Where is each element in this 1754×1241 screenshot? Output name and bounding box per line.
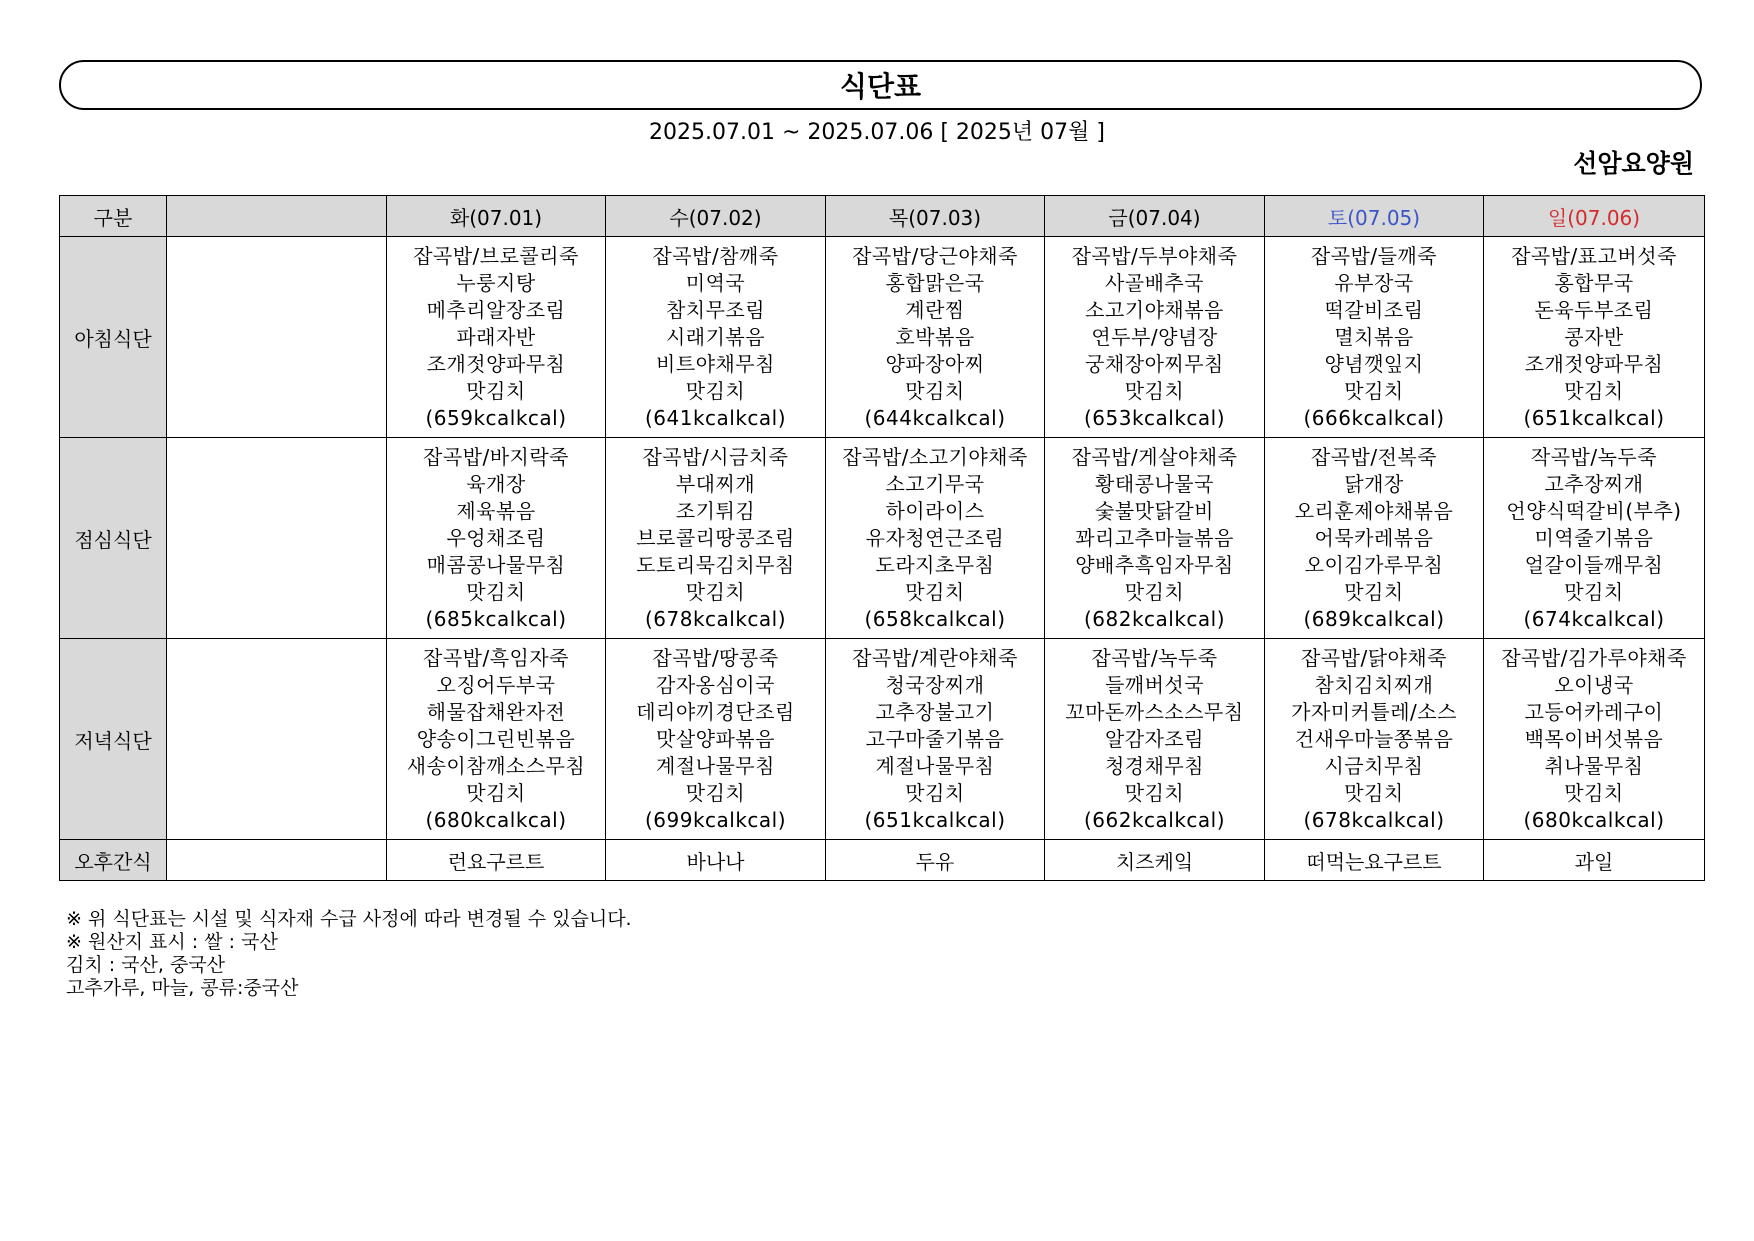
meal-cell: [1045, 639, 1265, 840]
menu-item: 하이라이스: [885, 498, 985, 523]
menu-item: 부대찌개: [675, 471, 756, 496]
meal-label: 저녁식단: [60, 639, 167, 840]
menu-item: 맛김치: [1564, 579, 1624, 604]
menu-item: 홍합맑은국: [885, 270, 985, 295]
menu-item: 잡곡밥/당근야채죽: [852, 243, 1018, 268]
meal-cell: [1045, 438, 1265, 639]
menu-item: 데리야끼경단조림: [636, 699, 795, 724]
menu-item: 맛김치: [1344, 378, 1404, 403]
menu-item: 양송이그린빈볶음: [416, 726, 576, 751]
meal-cell: [1265, 237, 1484, 438]
menu-item: 잡곡밥/흑임자죽: [423, 645, 569, 670]
menu-item: 소고기무국: [885, 471, 985, 496]
menu-item: (644kcalkcal): [864, 405, 1006, 430]
menu-item: 고추장불고기: [875, 699, 995, 724]
menu-item: 오리훈제야채볶음: [1294, 498, 1454, 523]
menu-item: (678kcalkcal): [644, 606, 787, 631]
menu-item: 언양식떡갈비(부추): [1506, 498, 1682, 523]
meal-row: [60, 438, 1705, 639]
note-line: 김치 : 국산, 중국산: [66, 954, 226, 976]
menu-item: (699kcalkcal): [644, 807, 787, 832]
menu-item: 시래기볶음: [665, 324, 766, 349]
snack-label: 오후간식: [60, 840, 167, 881]
meal-blank-cell: [167, 438, 387, 639]
menu-item: (682kcalkcal): [1083, 606, 1226, 631]
menu-item: 작곡밥/녹두죽: [1530, 444, 1658, 469]
menu-item: 유부장국: [1334, 270, 1414, 295]
menu-item: 오징어두부국: [436, 672, 556, 697]
menu-item: 맛김치: [905, 378, 965, 403]
menu-item: 콩자반: [1564, 324, 1624, 349]
menu-item: 시금치무침: [1324, 753, 1424, 778]
menu-item: 잡곡밥/브로콜리죽: [413, 243, 579, 268]
menu-item: 맛김치: [685, 378, 746, 403]
menu-item: 사골배추국: [1104, 270, 1205, 295]
menu-item: 잡곡밥/녹두죽: [1091, 645, 1218, 670]
menu-item: (674kcalkcal): [1523, 606, 1665, 631]
menu-item: 오이김가루무침: [1304, 552, 1444, 577]
meal-row: [60, 639, 1705, 840]
menu-item: 얼갈이들깨무침: [1524, 552, 1664, 577]
menu-item: 맛김치: [466, 780, 526, 805]
menu-item: 청경채무침: [1104, 753, 1205, 778]
menu-item: 맛김치: [1564, 780, 1624, 805]
meal-cell: [826, 237, 1045, 438]
snack-cell: 런요구르트: [387, 840, 606, 881]
day-header-wed: 수(07.02): [606, 196, 826, 237]
menu-item: 잡곡밥/참깨죽: [652, 243, 779, 268]
day-header-thu: 목(07.03): [826, 196, 1045, 237]
snack-blank-cell: [167, 840, 387, 881]
menu-item: 맛김치: [1564, 378, 1624, 403]
meal-label: 아침식단: [60, 237, 167, 438]
menu-item: (651kcalkcal): [1523, 405, 1665, 430]
menu-item: 맛김치: [1344, 579, 1404, 604]
menu-item: 맛김치: [1124, 780, 1185, 805]
snack-cell: 바나나: [606, 840, 826, 881]
meal-cell: [387, 237, 606, 438]
menu-item: 조개젓양파무침: [426, 351, 566, 376]
snack-cell: 치즈케잌: [1045, 840, 1265, 881]
menu-item: 호박볶음: [895, 324, 975, 349]
menu-item: 양배추흑임자무침: [1075, 552, 1234, 577]
note-line: 고추가루, 마늘, 콩류:중국산: [66, 977, 299, 999]
menu-item: 미역줄기볶음: [1534, 525, 1654, 550]
category-header: 구분: [60, 196, 167, 237]
menu-item: 건새우마늘쫑볶음: [1294, 726, 1454, 751]
menu-item: 꼬마돈까스소스무침: [1065, 699, 1244, 724]
snack-cell: 두유: [826, 840, 1045, 881]
menu-item: 맛김치: [905, 780, 965, 805]
menu-item: 잡곡밥/전복죽: [1310, 444, 1438, 469]
menu-item: 황태콩나물국: [1095, 471, 1214, 496]
menu-item: 비트야채무침: [656, 351, 775, 376]
menu-item: 새송이참깨소스무침: [406, 753, 586, 778]
menu-item: (641kcalkcal): [644, 405, 787, 430]
meal-cell: [606, 639, 826, 840]
menu-item: 어묵카레볶음: [1314, 525, 1434, 550]
menu-item: 맛김치: [466, 579, 526, 604]
menu-item: 양념깻잎지: [1324, 351, 1424, 376]
menu-item: 우엉채조림: [446, 525, 546, 550]
meal-cell: [387, 639, 606, 840]
menu-item: 제육볶음: [456, 498, 536, 523]
meal-cell: [606, 237, 826, 438]
meal-blank-cell: [167, 639, 387, 840]
menu-item: 알감자조림: [1104, 726, 1205, 751]
menu-item: 육개장: [466, 471, 526, 496]
menu-item: 숯불맛닭갈비: [1095, 498, 1214, 523]
menu-item: 유자청연근조림: [865, 525, 1005, 550]
menu-title-box: [59, 60, 1702, 110]
menu-item: 브로콜리땅콩조림: [636, 525, 795, 550]
menu-period: 2025.07.01 ~ 2025.07.06 [ 2025년 07월 ]: [649, 120, 1105, 145]
menu-item: 맛김치: [905, 579, 965, 604]
menu-item: 맛김치: [685, 780, 746, 805]
menu-item: 궁채장아찌무침: [1085, 351, 1224, 376]
meal-cell: [606, 438, 826, 639]
menu-item: (659kcalkcal): [425, 405, 567, 430]
menu-item: 잡곡밥/닭야채죽: [1301, 645, 1447, 670]
menu-item: 파래자반: [456, 324, 536, 349]
day-header-sat: 토(07.05): [1265, 196, 1484, 237]
menu-item: (666kcalkcal): [1303, 405, 1445, 430]
menu-item: 오이냉국: [1554, 672, 1634, 697]
menu-item: 고구마줄기볶음: [865, 726, 1005, 751]
menu-item: 떡갈비조림: [1324, 297, 1424, 322]
menu-item: (651kcalkcal): [864, 807, 1006, 832]
meal-cell: [1045, 237, 1265, 438]
menu-item: 계란찜: [905, 297, 965, 322]
menu-item: 맛김치: [1124, 378, 1185, 403]
menu-item: 메추리알장조림: [426, 297, 566, 322]
snack-cell: 떠먹는요구르트: [1265, 840, 1484, 881]
menu-item: 잡곡밥/시금치죽: [642, 444, 789, 469]
menu-item: 조개젓양파무침: [1524, 351, 1664, 376]
menu-item: (689kcalkcal): [1303, 606, 1445, 631]
day-header-fri: 금(07.04): [1045, 196, 1265, 237]
menu-item: 계절나물무침: [875, 753, 995, 778]
menu-item: 해물잡채완자전: [426, 699, 566, 724]
menu-item: 미역국: [685, 270, 746, 295]
menu-item: (680kcalkcal): [425, 807, 567, 832]
meal-cell: [1265, 438, 1484, 639]
menu-item: 계절나물무침: [656, 753, 775, 778]
menu-item: (658kcalkcal): [864, 606, 1006, 631]
menu-item: 조기튀김: [675, 498, 756, 523]
menu-item: 취나물무침: [1544, 753, 1644, 778]
meal-cell: [826, 639, 1045, 840]
menu-item: 맛살양파볶음: [656, 726, 775, 751]
menu-item: 잡곡밥/땅콩죽: [652, 645, 779, 670]
facility-name: 선암요양원: [1573, 149, 1694, 178]
menu-item: 맛김치: [1344, 780, 1404, 805]
menu-item: 고등어카레구이: [1524, 699, 1664, 724]
meal-cell: [826, 438, 1045, 639]
menu-item: (680kcalkcal): [1523, 807, 1665, 832]
menu-item: 도라지초무침: [875, 552, 995, 577]
menu-item: 닭개장: [1344, 471, 1404, 496]
menu-item: 누룽지탕: [456, 270, 536, 295]
menu-table: [59, 195, 1705, 881]
menu-item: 잡곡밥/들깨죽: [1310, 243, 1438, 268]
menu-item: 참치무조림: [665, 297, 766, 322]
menu-item: 참치김치찌개: [1314, 672, 1434, 697]
note-line: ※ 위 식단표는 시설 및 식자재 수급 사정에 따라 변경될 수 있습니다.: [66, 908, 632, 930]
meal-cell: [1484, 639, 1705, 840]
menu-item: 잡곡밥/계란야채죽: [852, 645, 1018, 670]
meal-cell: [1265, 639, 1484, 840]
menu-item: 들깨버섯국: [1104, 672, 1205, 697]
menu-item: 감자옹심이국: [656, 672, 775, 697]
menu-item: 양파장아찌: [885, 351, 985, 376]
menu-item: 홍합무국: [1554, 270, 1634, 295]
menu-item: 도토리묵김치무침: [636, 552, 795, 577]
day-header-sun: 일(07.06): [1484, 196, 1705, 237]
menu-item: 맛김치: [1124, 579, 1185, 604]
menu-item: 돈육두부조림: [1534, 297, 1654, 322]
blank-header: [167, 196, 387, 237]
menu-item: 가자미커틀레/소스: [1291, 699, 1457, 724]
meal-row: [60, 237, 1705, 438]
page-title: 식단표: [839, 70, 922, 103]
menu-item: 잡곡밥/소고기야채죽: [842, 444, 1028, 469]
meal-cell: [1484, 237, 1705, 438]
meal-label: 점심식단: [60, 438, 167, 639]
menu-item: 맛김치: [685, 579, 746, 604]
menu-item: (653kcalkcal): [1083, 405, 1226, 430]
menu-item: (662kcalkcal): [1083, 807, 1226, 832]
menu-item: 잡곡밥/게살야채죽: [1071, 444, 1238, 469]
menu-item: 고추장찌개: [1544, 471, 1644, 496]
menu-item: 꽈리고추마늘볶음: [1075, 525, 1234, 550]
menu-item: 잡곡밥/표고버섯죽: [1511, 243, 1677, 268]
day-header-tue: 화(07.01): [387, 196, 606, 237]
menu-item: 백목이버섯볶음: [1524, 726, 1664, 751]
menu-item: 청국장찌개: [885, 672, 985, 697]
menu-item: 연두부/양념장: [1091, 324, 1218, 349]
header-row: [60, 196, 1705, 237]
menu-item: 맛김치: [466, 378, 526, 403]
menu-item: 잡곡밥/바지락죽: [423, 444, 569, 469]
menu-item: 잡곡밥/두부야채죽: [1071, 243, 1238, 268]
note-line: ※ 원산지 표시 : 쌀 : 국산: [66, 931, 278, 953]
menu-item: 소고기야채볶음: [1085, 297, 1224, 322]
meal-cell: [387, 438, 606, 639]
meal-blank-cell: [167, 237, 387, 438]
meal-cell: [1484, 438, 1705, 639]
menu-item: (685kcalkcal): [425, 606, 567, 631]
menu-item: 잡곡밥/김가루야채죽: [1501, 645, 1687, 670]
snack-row: [60, 840, 1705, 881]
snack-cell: 과일: [1484, 840, 1705, 881]
menu-item: (678kcalkcal): [1303, 807, 1445, 832]
menu-item: 매콤콩나물무침: [426, 552, 566, 577]
menu-item: 멸치볶음: [1334, 324, 1414, 349]
notes: [66, 908, 632, 1000]
